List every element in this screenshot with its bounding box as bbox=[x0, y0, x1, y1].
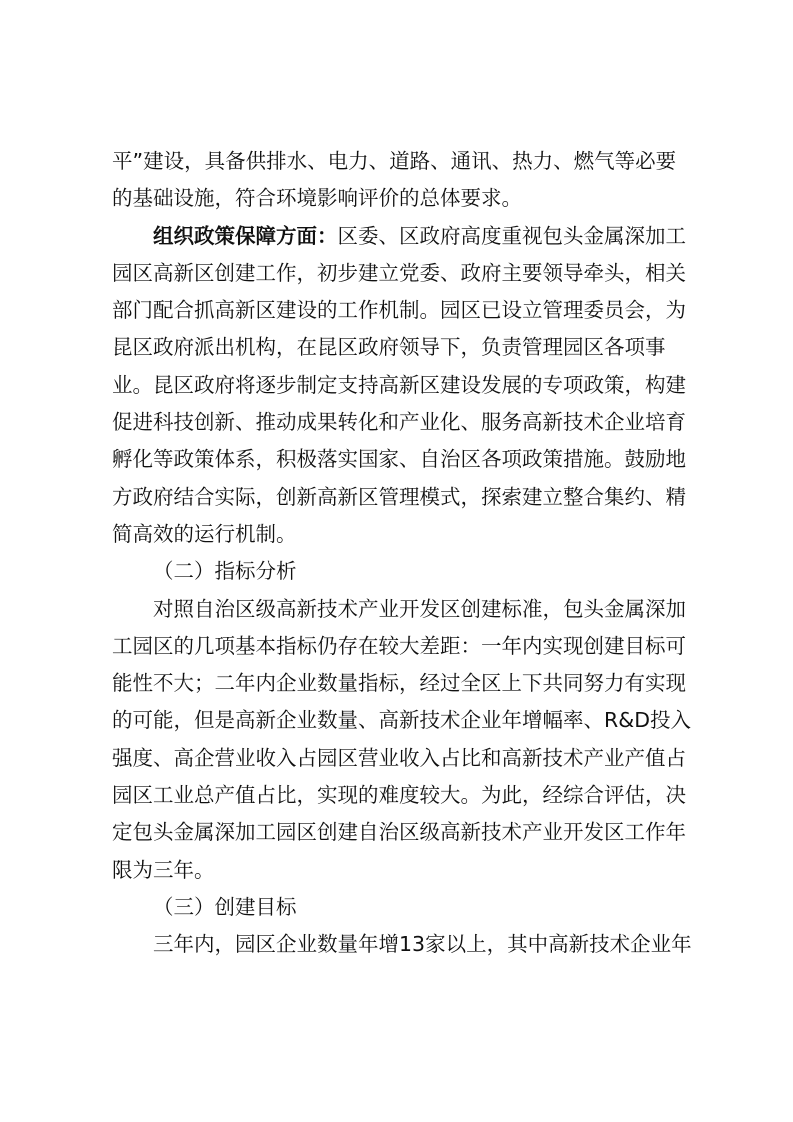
paragraph-line: 业。昆区政府将逐步制定支持高新区建设发展的专项政策，构建 bbox=[112, 372, 686, 397]
paragraph-line: 三年内，园区企业数量年增13家以上，其中高新技术企业年 bbox=[153, 932, 692, 957]
paragraph-line: 平”建设，具备供排水、电力、道路、通讯、热力、燃气等必要 bbox=[112, 149, 677, 173]
paragraph-line: 能性不大；二年内企业数量指标，经过全区上下共同努力有实现 bbox=[112, 671, 686, 696]
paragraph-line bbox=[112, 218, 712, 255]
section-lead-bold: 组织政策保障方面： bbox=[153, 223, 338, 248]
paragraph-line: 的可能，但是高新企业数量、高新技术企业年增幅率、R&D投入 bbox=[112, 708, 692, 733]
paragraph-line: 方政府结合实际，创新高新区管理模式，探索建立整合集约、精 bbox=[112, 484, 686, 509]
paragraph-line: 园区高新区创建工作，初步建立党委、政府主要领导牵头，相关 bbox=[112, 260, 686, 285]
section-heading: （三）创建目标 bbox=[153, 894, 297, 919]
paragraph-line: 定包头金属深加工园区创建自治区级高新技术产业开发区工作年 bbox=[112, 820, 686, 845]
paragraph-line: 的基础设施，符合环境影响评价的总体要求。 bbox=[112, 186, 522, 211]
section-heading: （二）指标分析 bbox=[153, 559, 297, 584]
paragraph-line: 促进科技创新、推动成果转化和产业化、服务高新技术企业培育 bbox=[112, 410, 686, 435]
paragraph-line: 强度、高企营业收入占园区营业收入占比和高新技术产业产值占 bbox=[112, 745, 686, 770]
paragraph-line: 限为三年。 bbox=[112, 857, 215, 882]
paragraph-line: 简高效的运行机制。 bbox=[112, 521, 297, 546]
paragraph-line-text: 区委、区政府高度重视包头金属深加工 bbox=[337, 223, 686, 248]
document-body bbox=[112, 143, 712, 964]
paragraph-line: 对照自治区级高新技术产业开发区创建标准，包头金属深加 bbox=[153, 596, 686, 621]
paragraph-line: 工园区的几项基本指标仍存在较大差距：一年内实现创建目标可 bbox=[112, 633, 686, 658]
paragraph-line: 园区工业总产值占比，实现的难度较大。为此，经综合评估，决 bbox=[112, 783, 686, 808]
paragraph-line: 昆区政府派出机构，在昆区政府领导下，负责管理园区各项事 bbox=[112, 335, 666, 360]
paragraph-line: 孵化等政策体系，积极落实国家、自治区各项政策措施。鼓励地 bbox=[112, 447, 686, 472]
paragraph-line: 部门配合抓高新区建设的工作机制。园区已设立管理委员会，为 bbox=[112, 298, 686, 323]
